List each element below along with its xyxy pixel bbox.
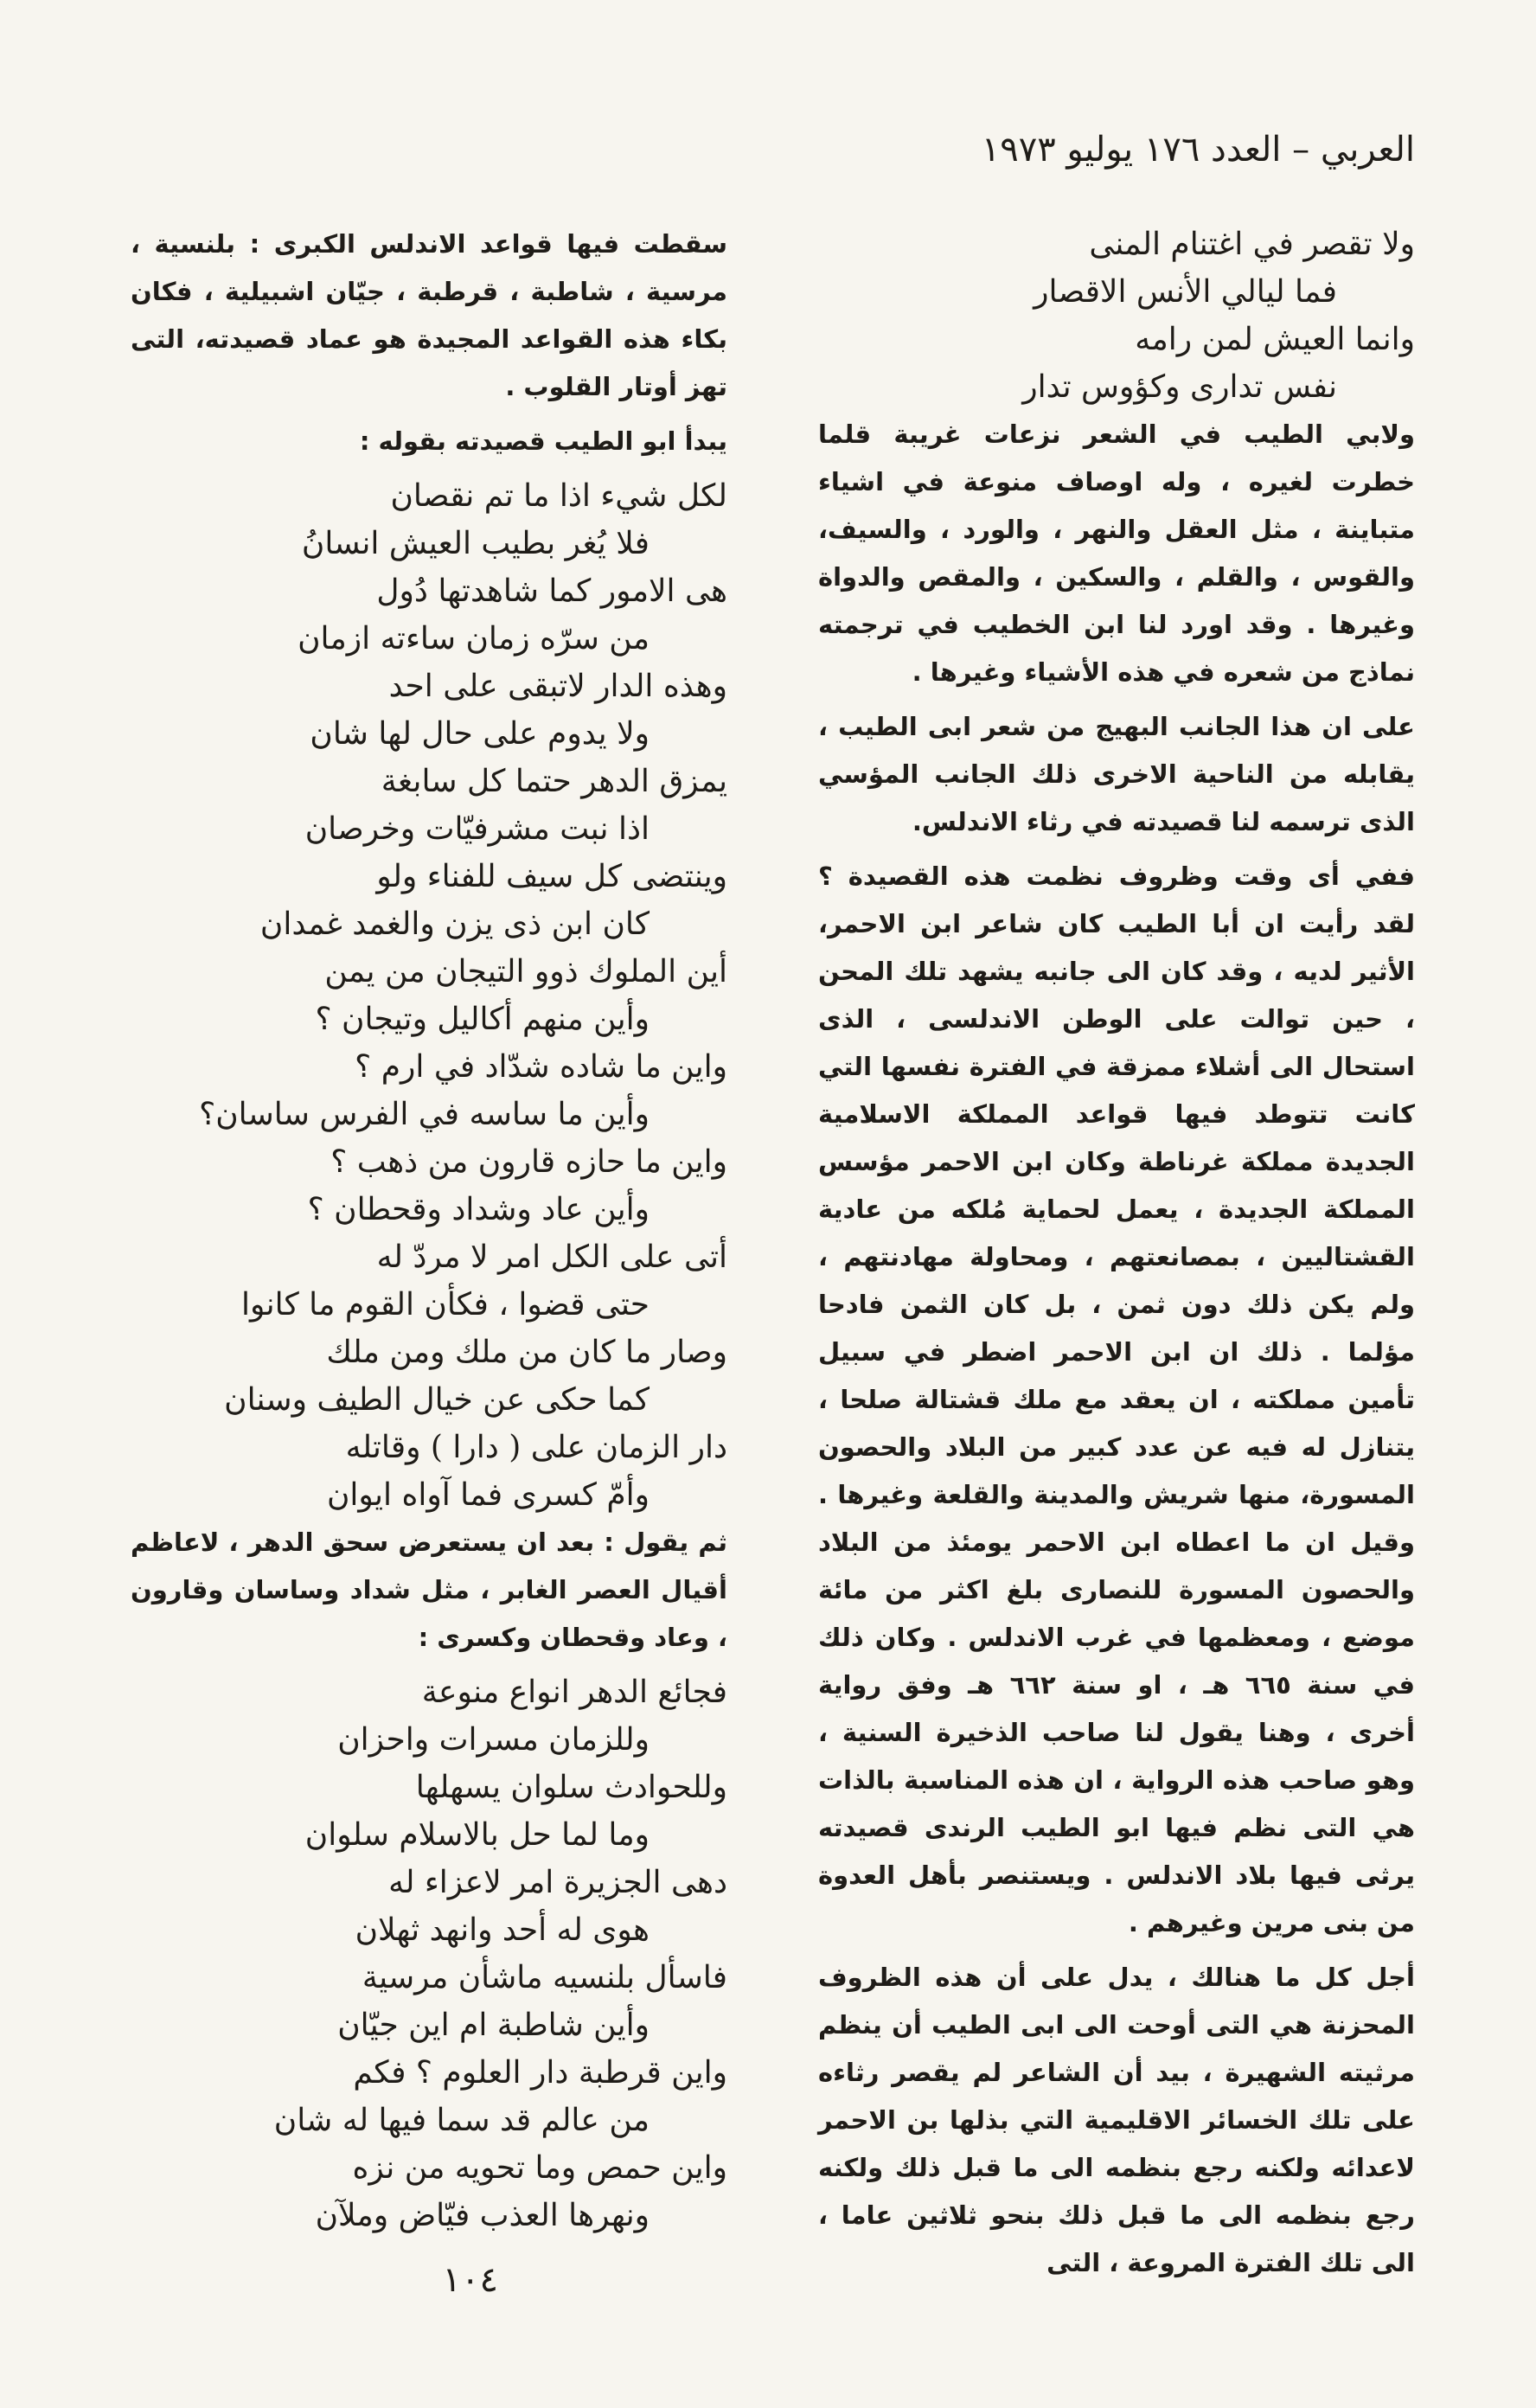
left-column-verse-line: واين ما حازه قارون من ذهب ؟ [330,1144,727,1180]
left-column-verse-line: واين قرطبة دار العلوم ؟ فكم [353,2055,727,2091]
left-column-verse-line: وأين عاد وشداد وقحطان ؟ [307,1192,650,1227]
left-column-verse-line: أتى على الكل امر لا مردّ له [376,1239,727,1275]
left-column-verse-line: من عالم قد سما فيها له شان [273,2103,650,2138]
left-column-verse-line: يمزق الدهر حتما كل سابغة [381,764,727,799]
left-column-verse-line: واين ما شاده شدّاد في ارم ؟ [355,1049,727,1085]
left-column-verse-line: لكل شيء اذا ما تم نقصان [390,478,727,514]
left-column-verse-line: كما حكى عن خيال الطيف وسنان [224,1382,650,1418]
left-column-paragraph: ثم يقول : بعد ان يستعرض سحق الدهر ، لاعاظم أقيال العصر الغابر ، مثل شداد وساسان وقارون ، وعاد وقحطان وكسرى : [131,1527,727,1652]
page-number: ١٠٤ [442,2260,498,2300]
left-column-verse-line: دار الزمان على ( دارا ) وقاتله [345,1430,727,1465]
left-column-verse-line: وينتضى كل سيف للفناء ولو [376,859,727,894]
left-column-verse-line: من سرّه زمان ساءته ازمان [298,621,650,656]
left-column-verse-line: فاسأل بلنسيه ماشأن مرسية [362,1960,727,1995]
running-head: العربي – العدد ١٧٦ يوليو ١٩٧٣ [981,130,1415,170]
left-column-verse-line: وأين ما ساسه في الفرس ساسان؟ [199,1097,650,1132]
left-column-verse-line: وللحوادث سلوان يسهلها [415,1770,727,1805]
right-column-verse-line: فما ليالي الأنس الاقصار [1034,274,1337,310]
left-column-verse-line: هى الامور كما شاهدتها دُول [376,573,727,609]
right-column [818,221,1415,2294]
left-column-paragraph: يبدأ ابو الطيب قصيدته بقوله : [359,426,727,456]
left-column-verse-line: فجائع الدهر انواع منوعة [421,1675,727,1710]
left-column-verse-line: اذا نبت مشرفيّات وخرصان [304,811,650,847]
left-column-verse-line: دهى الجزيرة امر لاعزاء له [388,1865,727,1900]
right-column-verse-line: ولا تقصر في اغتنام المنى [1089,227,1415,262]
left-column-verse-line: وهذه الدار لاتبقى على احد [388,669,727,704]
left-column-paragraph: سقطت فيها قواعد الاندلس الكبرى : بلنسية ، مرسية ، شاطبة ، قرطبة ، جيّان اشبيلية ، فكان بكاء هذه القواعد المجيدة هو عماد قصيدته، التى تهز أوتار القلوب . [131,229,727,401]
right-column-paragraph: ولابي الطيب في الشعر نزعات غريبة قلما خطرت لغيره ، وله اوصاف منوعة في اشياء متباينة ، مثل العقل والنهر ، والورد ، والسيف، والقوس ، والقلم ، والسكين ، والمقص والدواة وغيرها . وقد اورد لنا ابن الخطيب في ترجمته نماذج من شعره في هذه الأشياء وغيرها . [818,419,1415,687]
left-column-verse-line: وأمّ كسرى فما آواه ايوان [326,1477,650,1513]
left-column-verse-line: وأين منهم أكاليل وتيجان ؟ [315,1002,650,1037]
left-column-verse-line: وصار ما كان من ملك ومن ملك [326,1335,727,1370]
right-column-verse-line: نفس تدارى وكؤوس تدار [1022,369,1337,405]
right-column-verse-line: وانما العيش لمن رامه [1135,322,1415,357]
left-column [131,221,727,2239]
left-column-verse-line: هوى له أحد وانهد ثهلان [355,1912,650,1948]
left-column-verse-line: كان ابن ذى يزن والغمد غمدان [259,906,650,942]
left-column-verse-line: ونهرها العذب فيّاض وملآن [315,2198,650,2233]
right-column-paragraph: ففي أى وقت وظروف نظمت هذه القصيدة ؟ لقد رأيت ان أبا الطيب كان شاعر ابن الاحمر، الأثير لديه ، وقد كان الى جانبه يشهد تلك المحن ، حين توالت على الوطن الاندلسى ، الذى استحال الى أشلاء ممزقة في الفترة نفسها التي كانت تتوطد فيها قواعد المملكة الاسلامية الجديدة مملكة غرناطة وكان ابن الاحمر مؤسس المملكة الجديدة ، يعمل لحماية مُلكه من عادية القشتاليين ، بمصانعتهم ، ومحاولة مهادنتهم ، ولم يكن ذلك دون ثمن ، بل كان الثمن فادحا مؤلما . ذلك ان ابن الاحمر اضطر في سبيل تأمين مملكته ، ان يعقد مع ملك قشتالة صلحا ، يتنازل له فيه عن عدد كبير من البلاد والحصون المسورة، منها شريش والمدينة والقلعة وغيرها . وقيل ان ما اعطاه ابن الاحمر يومئذ من البلاد والحصون المسورة للنصارى بلغ اكثر من مائة موضع ، ومعظمها في غرب الاندلس . وكان ذلك في سنة ٦٦٥ هـ ، او سنة ٦٦٢ هـ وفق رواية أخرى ، وهنا يقول لنا صاحب الذخيرة السنية ، وهو صاحب هذه الرواية ، ان هذه المناسبة بالذات هي التى نظم فيها ابو الطيب الرندى قصيدته يرثى فيها بلاد الاندلس . ويستنصر بأهل العدوة من بنى مرين وغيرهم . [818,861,1415,1937]
left-column-verse-line: فلا يُغر بطيب العيش انسانُ [301,526,650,561]
left-column-verse-line: وما لما حل بالاسلام سلوان [304,1817,650,1853]
right-column-paragraph: على ان هذا الجانب البهيج من شعر ابى الطيب ، يقابله من الناحية الاخرى ذلك الجانب المؤسي الذى ترسمه لنا قصيدته في رثاء الاندلس. [818,712,1415,836]
left-column-verse-line: وللزمان مسرات واحزان [337,1722,650,1758]
left-column-verse-line: وأين شاطبة ام اين جيّان [337,2008,650,2043]
left-column-verse-line: ولا يدوم على حال لها شان [310,716,650,752]
left-column-verse-line: حتى قضوا ، فكأن القوم ما كانوا [241,1287,650,1322]
left-column-verse-line: أين الملوك ذوو التيجان من يمن [324,954,727,989]
left-column-verse-line: واين حمص وما تحويه من نزه [352,2150,727,2186]
right-column-paragraph: أجل كل ما هنالك ، يدل على أن هذه الظروف المحزنة هي التى أوحت الى ابى الطيب أن ينظم مرثيته الشهيرة ، بيد أن الشاعر لم يقصر رثاءه على تلك الخسائر الاقليمية التي بذلها بن الاحمر لاعدائه ولكنه رجع بنظمه الى ما قبل ذلك ولكنه رجع بنظمه الى ما قبل ذلك بنحو ثلاثين عاما ، الى تلك الفترة المروعة ، التى [818,1963,1415,2277]
